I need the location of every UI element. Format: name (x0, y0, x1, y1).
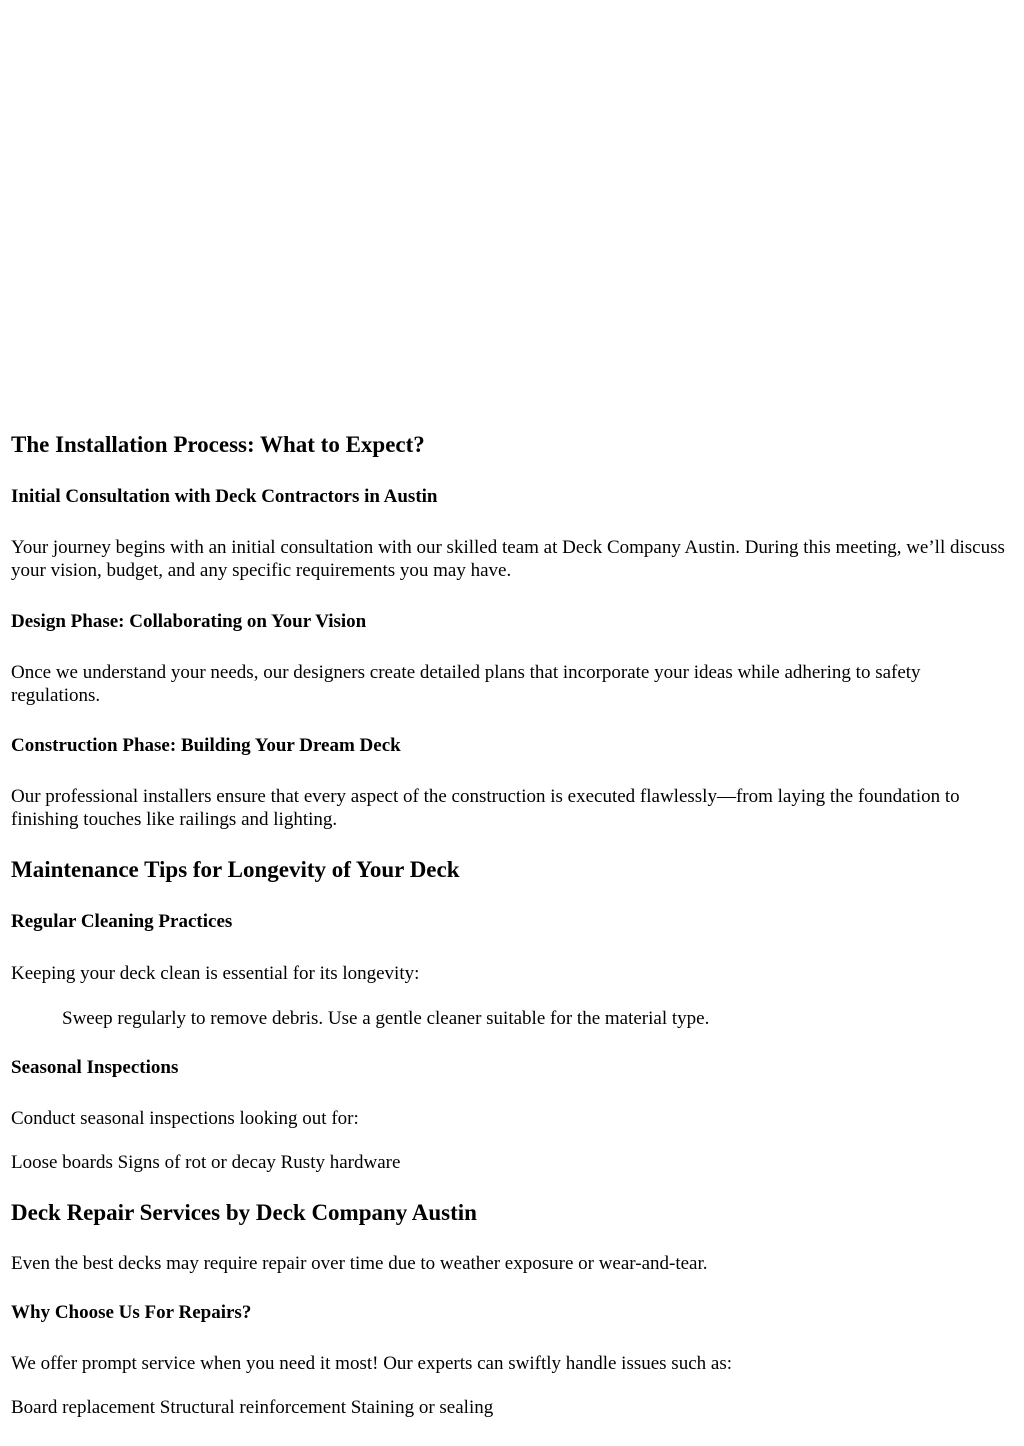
repair-intro-paragraph: Even the best decks may require repair over time due to weather exposure or wear-and-tear. (11, 1253, 708, 1274)
why-heading: Why Choose Us For Repairs? (11, 1302, 252, 1323)
design-paragraph: Once we understand your needs, our designers create detailed plans that incorporate your ideas while adhering to safety regulations. (11, 662, 921, 706)
construction-paragraph: Our professional installers ensure that every aspect of the construction is executed flawlessly—from laying the foundation to finishing touches like railings and lighting. (11, 786, 960, 830)
inspections-heading: Seasonal Inspections (11, 1057, 179, 1078)
cleaning-list: Sweep regularly to remove debris. Use a gentle cleaner suitable for the material type. (62, 1008, 710, 1029)
design-heading: Design Phase: Collaborating on Your Vision (11, 611, 367, 632)
construction-heading: Construction Phase: Building Your Dream Deck (11, 735, 401, 756)
why-list: Board replacement Structural reinforcement Staining or sealing (11, 1397, 494, 1418)
consultation-heading: Initial Consultation with Deck Contractors in Austin (11, 486, 438, 507)
cleaning-paragraph: Keeping your deck clean is essential for its longevity: (11, 963, 420, 984)
blank-image-area (0, 0, 1024, 420)
repair-heading: Deck Repair Services by Deck Company Austin (11, 1200, 477, 1225)
cleaning-heading: Regular Cleaning Practices (11, 911, 233, 932)
why-paragraph: We offer prompt service when you need it most! Our experts can swiftly handle issues such as: (11, 1353, 732, 1374)
consultation-paragraph: Your journey begins with an initial consultation with our skilled team at Deck Company Austin. During this meeting, we’ll discuss your vision, budget, and any specific requirements you may have. (11, 537, 1005, 581)
maintenance-heading: Maintenance Tips for Longevity of Your Deck (11, 857, 460, 882)
inspections-list: Loose boards Signs of rot or decay Rusty hardware (11, 1152, 401, 1173)
installation-heading: The Installation Process: What to Expect? (11, 432, 425, 457)
inspections-paragraph: Conduct seasonal inspections looking out for: (11, 1108, 359, 1129)
